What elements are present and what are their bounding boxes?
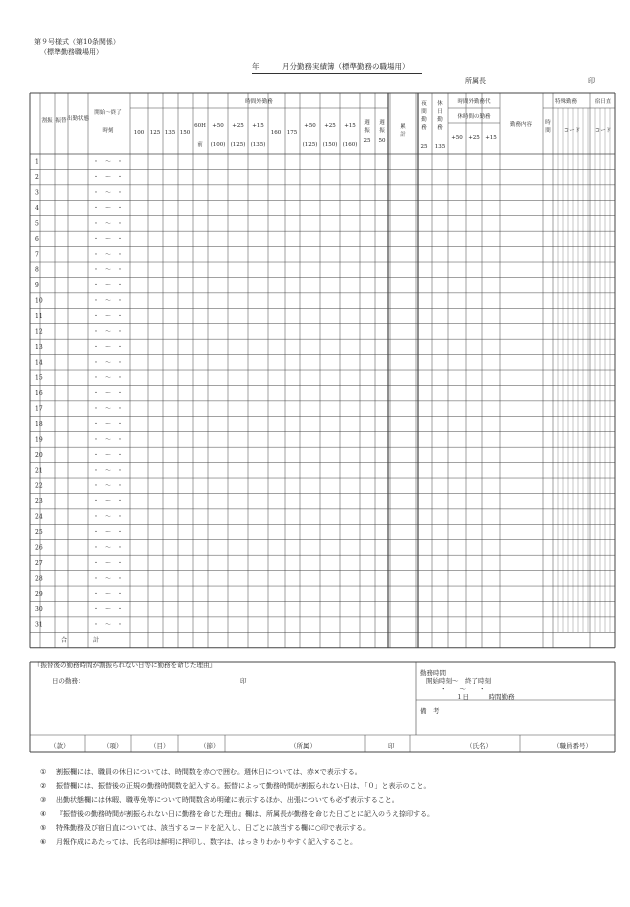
time-separator: ・ ～ ・: [92, 467, 124, 475]
time-separator: ・ ～ ・: [92, 405, 124, 413]
col-warifuri-label: 割振: [41, 118, 53, 124]
time-separator: ・ ～ ・: [92, 513, 124, 521]
note-number: ⑤: [40, 824, 47, 832]
note-item: [40, 835, 434, 849]
time-separator: ・ ～ ・: [92, 235, 124, 243]
footer-moku: （目）: [150, 742, 170, 750]
time-separator: ・ ～ ・: [92, 390, 124, 398]
note-number: ③: [40, 796, 47, 804]
special-duty-label: 特殊勤務: [554, 99, 578, 105]
special-code-label: コード: [563, 128, 581, 134]
p15-sub-label: (135): [250, 142, 266, 148]
total-label: 計: [400, 132, 406, 138]
note-text: 特殊勤務及び宿日直については、該当するコードを記入し、日ごとに該当する欄に○印で表示する。: [56, 824, 370, 832]
time-separator: ・ ～ ・: [92, 374, 124, 382]
time-separator: ・ ～ ・: [92, 158, 124, 166]
time-separator: ・ ～ ・: [92, 282, 124, 290]
work-time-label: 勤務時間: [420, 669, 446, 677]
time-separator: ・ ～ ・: [92, 189, 124, 197]
holiday-work-label: 休: [437, 101, 443, 107]
time-separator: ・ ～ ・: [92, 343, 124, 351]
start-end-dots: ・ ～ ・: [440, 685, 486, 693]
footer-shozoku: （所属）: [290, 742, 316, 750]
holiday-work-value: 135: [434, 144, 446, 150]
special-time-label: 時: [545, 120, 551, 126]
night-work-label: 勤: [421, 117, 427, 123]
w50-label: 週: [379, 120, 385, 126]
comp-title: 時間外勤務代: [457, 99, 491, 105]
night-work-label: 間: [421, 109, 427, 115]
note-text: 『振替後の勤務時間が割振られない日に勤務を命じた理由』欄は、所属長が勤務を命じた日ごとに記入のうえ捺印する。: [56, 810, 434, 818]
day-number: 7: [35, 251, 39, 259]
day-number: 6: [35, 235, 39, 243]
ot175-label: 175: [286, 130, 298, 136]
p25-sub-label: (125): [230, 142, 246, 148]
note-number: ④: [40, 810, 47, 818]
time-separator: ・ ～ ・: [92, 421, 124, 429]
note-item: [40, 765, 434, 779]
day-number: 16: [35, 390, 43, 398]
title-year: 年: [252, 62, 260, 71]
overtime-rate-label: 125: [149, 130, 161, 136]
col-time-label: 開始～終了: [94, 110, 122, 116]
note-item: [40, 807, 434, 821]
start-end-label: 開始時刻～ 終了時刻: [426, 677, 491, 685]
day-number: 25: [35, 529, 43, 537]
time-separator: ・ ～ ・: [92, 359, 124, 367]
day-number: 18: [35, 421, 43, 429]
note-text: 振替欄には、振替後の正規の勤務時間数を記入する。振替によって勤務時間が割振られない日は、「０」と表示のこと。: [56, 782, 431, 790]
ot60-label: 60H: [194, 123, 206, 129]
holiday-work-label: 日: [437, 109, 443, 115]
time-separator: ・ ～ ・: [92, 575, 124, 583]
day-number: 20: [35, 451, 43, 459]
q15-label: +15: [344, 123, 356, 129]
overtime-title: 時間外勤務: [245, 99, 273, 105]
time-separator: ・ ～ ・: [92, 205, 124, 213]
reason-label: 『振替後の勤務時間が割振られない日等に勤務を命じた理由』: [34, 661, 216, 669]
day-number: 8: [35, 266, 39, 274]
q25-label: +25: [324, 123, 336, 129]
day-number: 2: [35, 174, 39, 182]
work-content-label: 勤務内容: [509, 122, 533, 128]
day-number: 10: [35, 297, 43, 305]
w50-label: 振: [379, 128, 385, 134]
time-separator: ・ ～ ・: [92, 544, 124, 552]
form-subtitle: （標準勤務職場用）: [40, 48, 103, 56]
footer-kou: （項）: [103, 742, 123, 750]
w25-value: 25: [363, 138, 371, 144]
ot160-label: 160: [270, 130, 282, 136]
notes-list: [40, 765, 434, 849]
comp-p15: +15: [485, 135, 497, 141]
q50-sub-label: (125): [302, 142, 318, 148]
day-number: 9: [35, 282, 39, 290]
footer-kan: （款）: [50, 742, 70, 750]
col-time-sub-label: 時刻: [102, 128, 114, 134]
note-text: 月報作成にあたっては、氏名印は鮮明に押印し、数字は、はっきりわかりやすく記入すること。: [56, 838, 357, 846]
note-item: [40, 793, 434, 807]
overtime-rate-label: 150: [179, 130, 191, 136]
reason-seal: 印: [240, 677, 247, 685]
time-separator: ・ ～ ・: [92, 313, 124, 321]
day-number: 5: [35, 220, 39, 228]
w50-value: 50: [378, 138, 386, 144]
time-separator: ・ ～ ・: [92, 174, 124, 182]
night-duty-label: 宿日直: [594, 99, 612, 105]
time-separator: ・ ～ ・: [92, 590, 124, 598]
comp-subtitle: 休時間の勤務: [457, 114, 491, 120]
day-number: 23: [35, 498, 43, 506]
day-number: 12: [35, 328, 43, 336]
w25-label: 週: [364, 120, 370, 126]
q15-sub-label: (160): [342, 142, 358, 148]
day-number: 13: [35, 343, 43, 351]
night-duty-code-label: コード: [594, 128, 612, 134]
overtime-rate-label: 100: [133, 130, 145, 136]
day-number: 4: [35, 205, 39, 213]
p50-label: +50: [212, 123, 224, 129]
time-separator: ・ ～ ・: [92, 498, 124, 506]
day-number: 22: [35, 482, 43, 490]
footer-setsu: （節）: [200, 742, 220, 750]
day-number: 14: [35, 359, 43, 367]
w25-label: 振: [364, 128, 370, 134]
note-number: ⑥: [40, 838, 47, 846]
time-separator: ・ ～ ・: [92, 266, 124, 274]
night-work-value: 25: [420, 144, 428, 150]
comp-p25: +25: [468, 135, 480, 141]
q50-label: +50: [304, 123, 316, 129]
time-separator: ・ ～ ・: [92, 251, 124, 259]
note-number: ①: [40, 768, 47, 776]
holiday-work-label: 勤: [437, 117, 443, 123]
title-rest: 月分勤務実績簿（標準勤務の職場用）: [282, 62, 410, 71]
day-number: 24: [35, 513, 43, 521]
day-number: 21: [35, 467, 43, 475]
note-text: 割振欄には、職員の休日については、時間数を赤○で囲む。週休日については、赤×で表示する。: [56, 768, 362, 776]
time-separator: ・ ～ ・: [92, 451, 124, 459]
p15-label: +15: [252, 123, 264, 129]
time-separator: ・ ～ ・: [92, 220, 124, 228]
total-label: 累: [400, 124, 406, 130]
footer-staff-no: （職員番号）: [553, 742, 592, 750]
note-item: [40, 821, 434, 835]
ot60-sub-label: 前: [197, 142, 203, 148]
col-furikae-label: 振替: [55, 118, 67, 124]
time-separator: ・ ～ ・: [92, 606, 124, 614]
boss-label: 所属長: [465, 77, 486, 85]
time-separator: ・ ～ ・: [92, 529, 124, 537]
q25-sub-label: (150): [322, 142, 338, 148]
form-number: 第９号様式（第10条関係）: [34, 38, 120, 46]
time-separator: ・ ～ ・: [92, 328, 124, 336]
time-separator: ・ ～ ・: [92, 297, 124, 305]
remarks-label: 備 考: [420, 707, 440, 715]
day-number: 11: [35, 313, 43, 321]
day-number: 30: [35, 606, 43, 614]
note-text: 出勤状態欄には休暇、職専免等について時間数含め明確に表示するほか、出張についても必ず表示すること。: [56, 796, 399, 804]
time-separator: ・ ～ ・: [92, 436, 124, 444]
holiday-work-label: 務: [437, 125, 443, 131]
night-work-label: 務: [421, 125, 427, 131]
comp-p50: +50: [451, 135, 463, 141]
footer-seal: 印: [388, 742, 395, 750]
boss-seal: 印: [588, 77, 595, 85]
night-work-label: 夜: [421, 101, 427, 107]
day-number: 31: [35, 621, 43, 629]
overtime-rate-label: 135: [164, 130, 176, 136]
day-number: 26: [35, 544, 43, 552]
p50-sub-label: (100): [210, 142, 226, 148]
note-number: ②: [40, 782, 47, 790]
time-separator: ・ ～ ・: [92, 621, 124, 629]
col-shukkin-label: 出勤状態: [66, 116, 90, 122]
special-time-label: 間: [545, 128, 551, 134]
footer-name: （氏名）: [466, 742, 492, 750]
time-separator: ・ ～ ・: [92, 559, 124, 567]
day-number: 17: [35, 405, 43, 413]
day-work-label: 日の勤務：: [52, 677, 85, 685]
day-number: 3: [35, 189, 39, 197]
day-number: 27: [35, 559, 43, 567]
p25-label: +25: [232, 123, 244, 129]
time-separator: ・ ～ ・: [92, 482, 124, 490]
note-item: [40, 779, 434, 793]
day-number: 19: [35, 436, 43, 444]
day-number: 28: [35, 575, 43, 583]
day-hours-label: １日 時間勤務: [456, 693, 515, 701]
day-number: 29: [35, 590, 43, 598]
day-number: 15: [35, 374, 43, 382]
day-number: 1: [35, 158, 39, 166]
total-row-label: 合: [60, 637, 68, 645]
total-row-label: 計: [92, 637, 100, 645]
